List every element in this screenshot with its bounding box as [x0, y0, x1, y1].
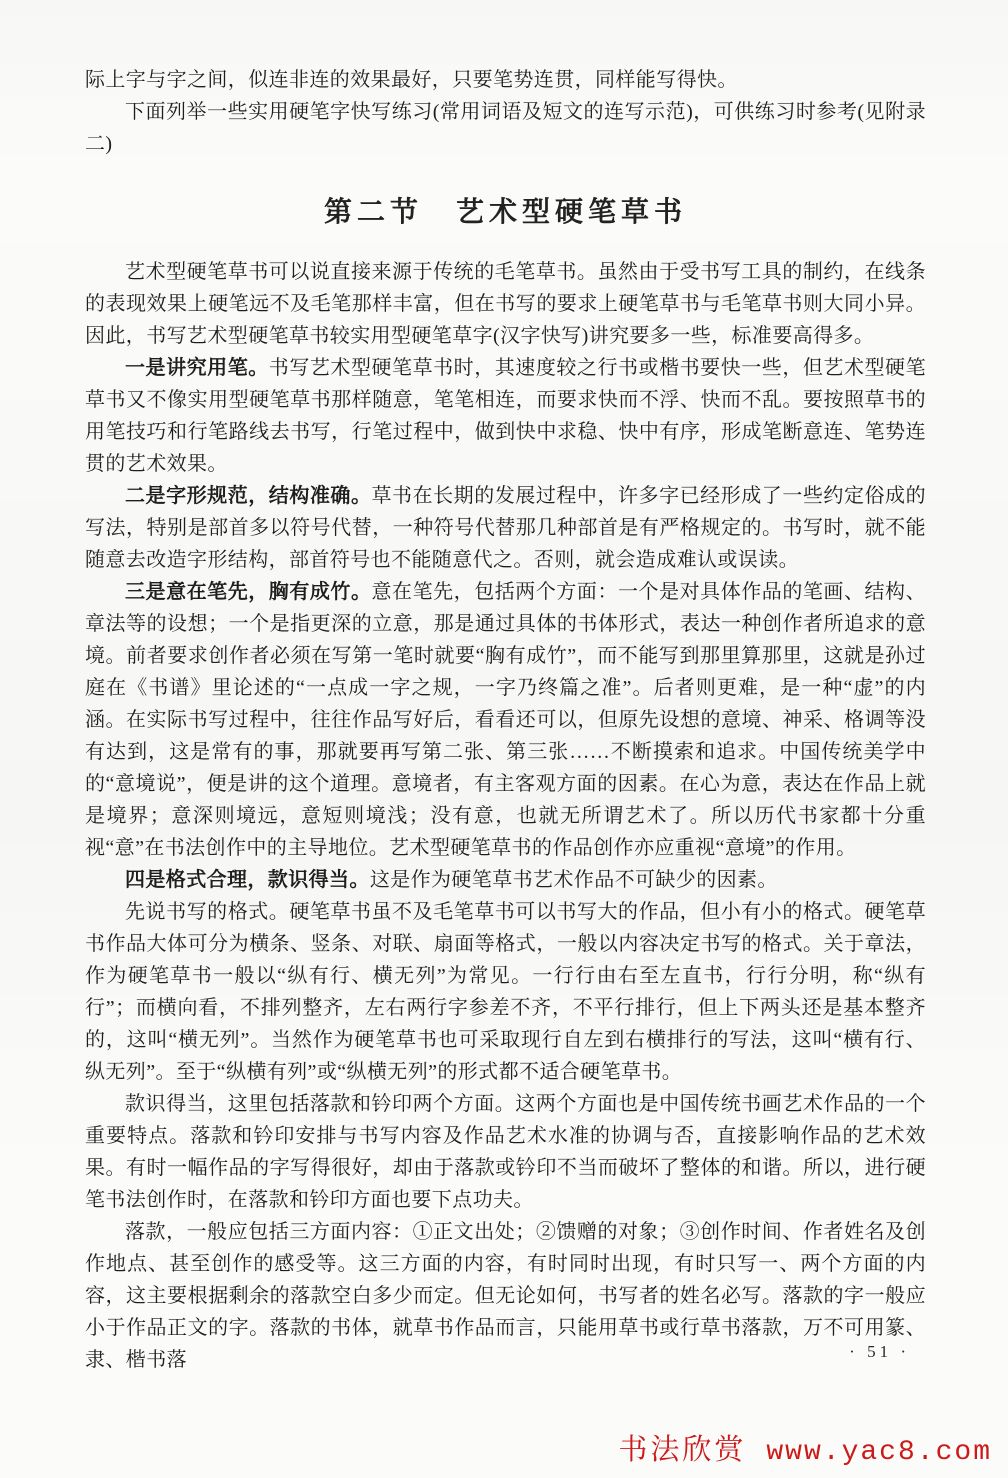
watermark-site-name: 书法欣赏 — [618, 1434, 747, 1466]
paragraph-lead: 三是意在笔先，胸有成竹。 — [125, 581, 372, 603]
paragraph-text: 下面列举一些实用硬笔字快写练习(常用词语及短文的连写示范)，可供练习时参考(见附录二) — [85, 101, 926, 155]
paragraph-text: 先说书写的格式。硬笔草书虽不及毛笔草书可以书写大的作品，但小有小的格式。硬笔草书作品大体可分为横条、竖条、对联、扇面等格式，一般以内容决定书写的格式。关于章法，作为硬笔草书一般以“纵有行、横无列”为常见。一行行由右至左直书，行行分明，称“纵有行”；而横向看，不排列整齐，左右两行字参差不齐，不平行排行，但上下两头还是基本整齐的，这叫“横无列”。当然作为硬笔草书也可采取现行自左到右横排行的写法，这叫“横有行、纵无列”。至于“纵横有列”或“纵横无列”的形式都不适合硬笔草书。 — [85, 901, 926, 1083]
paragraph-lead: 四是格式合理，款识得当。 — [125, 869, 370, 891]
paragraph-point-2-glyph-structure — [85, 480, 926, 576]
page-number: · 51 · — [849, 1342, 910, 1361]
paragraph-point-4-format — [85, 864, 926, 896]
paragraph-point-1-brushwork — [85, 352, 926, 480]
watermark-url: www.yac8.com — [766, 1437, 992, 1468]
paragraph-signature-seal — [85, 1088, 926, 1216]
practice-note-paragraph — [85, 96, 926, 160]
section-title: 第二节 艺术型硬笔草书 — [323, 197, 687, 228]
paragraph-lead: 二是字形规范，结构准确。 — [125, 485, 372, 507]
paragraph-lead: 一是讲究用笔。 — [125, 357, 269, 379]
paragraph-point-3-intent-first — [85, 576, 926, 864]
paragraph-text: 落款，一般应包括三方面内容：①正文出处；②馈赠的对象；③创作时间、作者姓名及创作地点、甚至创作的感受等。这三方面的内容，有时同时出现，有时只写一、两个方面的内容，这主要根据剩余的落款空白多少而定。但无论如何，书写者的姓名必写。落款的字一般应小于作品正文的字。落款的书体，就草书作品而言，只能用草书或行草书落款，万不可用篆、隶、楷书落 — [85, 1221, 926, 1371]
paragraph-text: 草书在长期的发展过程中，许多字已经形成了一些约定俗成的写法，特别是部首多以符号代替，一种符号代替那几种部首是有严格规定的。书写时，就不能随意去改造字形结构，部首符号也不能随意代之。否则，就会造成难认或误读。 — [85, 485, 926, 571]
watermark — [618, 1427, 992, 1468]
paragraph-text: 书写艺术型硬笔草书时，其速度较之行书或楷书要快一些，但艺术型硬笔草书又不像实用型硬笔草书那样随意，笔笔相连，而要求快而不浮、快而不乱。要按照草书的用笔技巧和行笔路线去书写，行笔过程中，做到快中求稳、快中有序，形成笔断意连、笔势连贯的艺术效果。 — [85, 357, 926, 475]
paragraph-inscription-content — [85, 1216, 926, 1376]
paragraph-text: 这是作为硬笔草书艺术作品不可缺少的因素。 — [369, 869, 778, 891]
paragraph-text: 意在笔先，包括两个方面：一个是对具体作品的笔画、结构、章法等的设想；一个是指更深的立意，那是通过具体的书体形式，表达一种创作者所追求的意境。前者要求创作者必须在写第一笔时就要“胸有成竹”，而不能写到那里算那里，这就是孙过庭在《书谱》里论述的“一点成一字之规，一字乃终篇之准”。后者则更难，是一种“虚”的内涵。在实际书写过程中，往往作品写好后，看看还可以，但原先设想的意境、神采、格调等没有达到，这是常有的事，那就要再写第二张、第三张……不断摸索和追求。中国传统美学中的“意境说”，便是讲的这个道理。意境者，有主客观方面的因素。在心为意，表达在作品上就是境界；意深则境远，意短则境浅；没有意，也就无所谓艺术了。所以历代书家都十分重视“意”在书法创作中的主导地位。艺术型硬笔草书的作品创作亦应重视“意境”的作用。 — [85, 581, 926, 859]
paragraph-intro — [85, 256, 926, 352]
paragraph-text: 艺术型硬笔草书可以说直接来源于传统的毛笔草书。虽然由于受书写工具的制约，在线条的表现效果上硬笔远不及毛笔那样丰富，但在书写的要求上硬笔草书与毛笔草书则大同小异。因此，书写艺术型硬笔草书较实用型硬笔草字(汉字快写)讲究要多一些，标准要高得多。 — [85, 261, 926, 347]
continuation-paragraph — [85, 64, 926, 96]
paragraph-format-details — [85, 896, 926, 1088]
paragraph-text: 款识得当，这里包括落款和钤印两个方面。这两个方面也是中国传统书画艺术作品的一个重要特点。落款和钤印安排与书写内容及作品艺术水准的协调与否，直接影响作品的艺术效果。有时一幅作品的字写得很好，却由于落款或钤印不当而破坏了整体的和谐。所以，进行硬笔书法创作时，在落款和钤印方面也要下点功夫。 — [85, 1093, 926, 1211]
text-column — [85, 64, 926, 1376]
paragraph-text: 际上字与字之间，似连非连的效果最好，只要笔势连贯，同样能写得快。 — [85, 69, 738, 91]
